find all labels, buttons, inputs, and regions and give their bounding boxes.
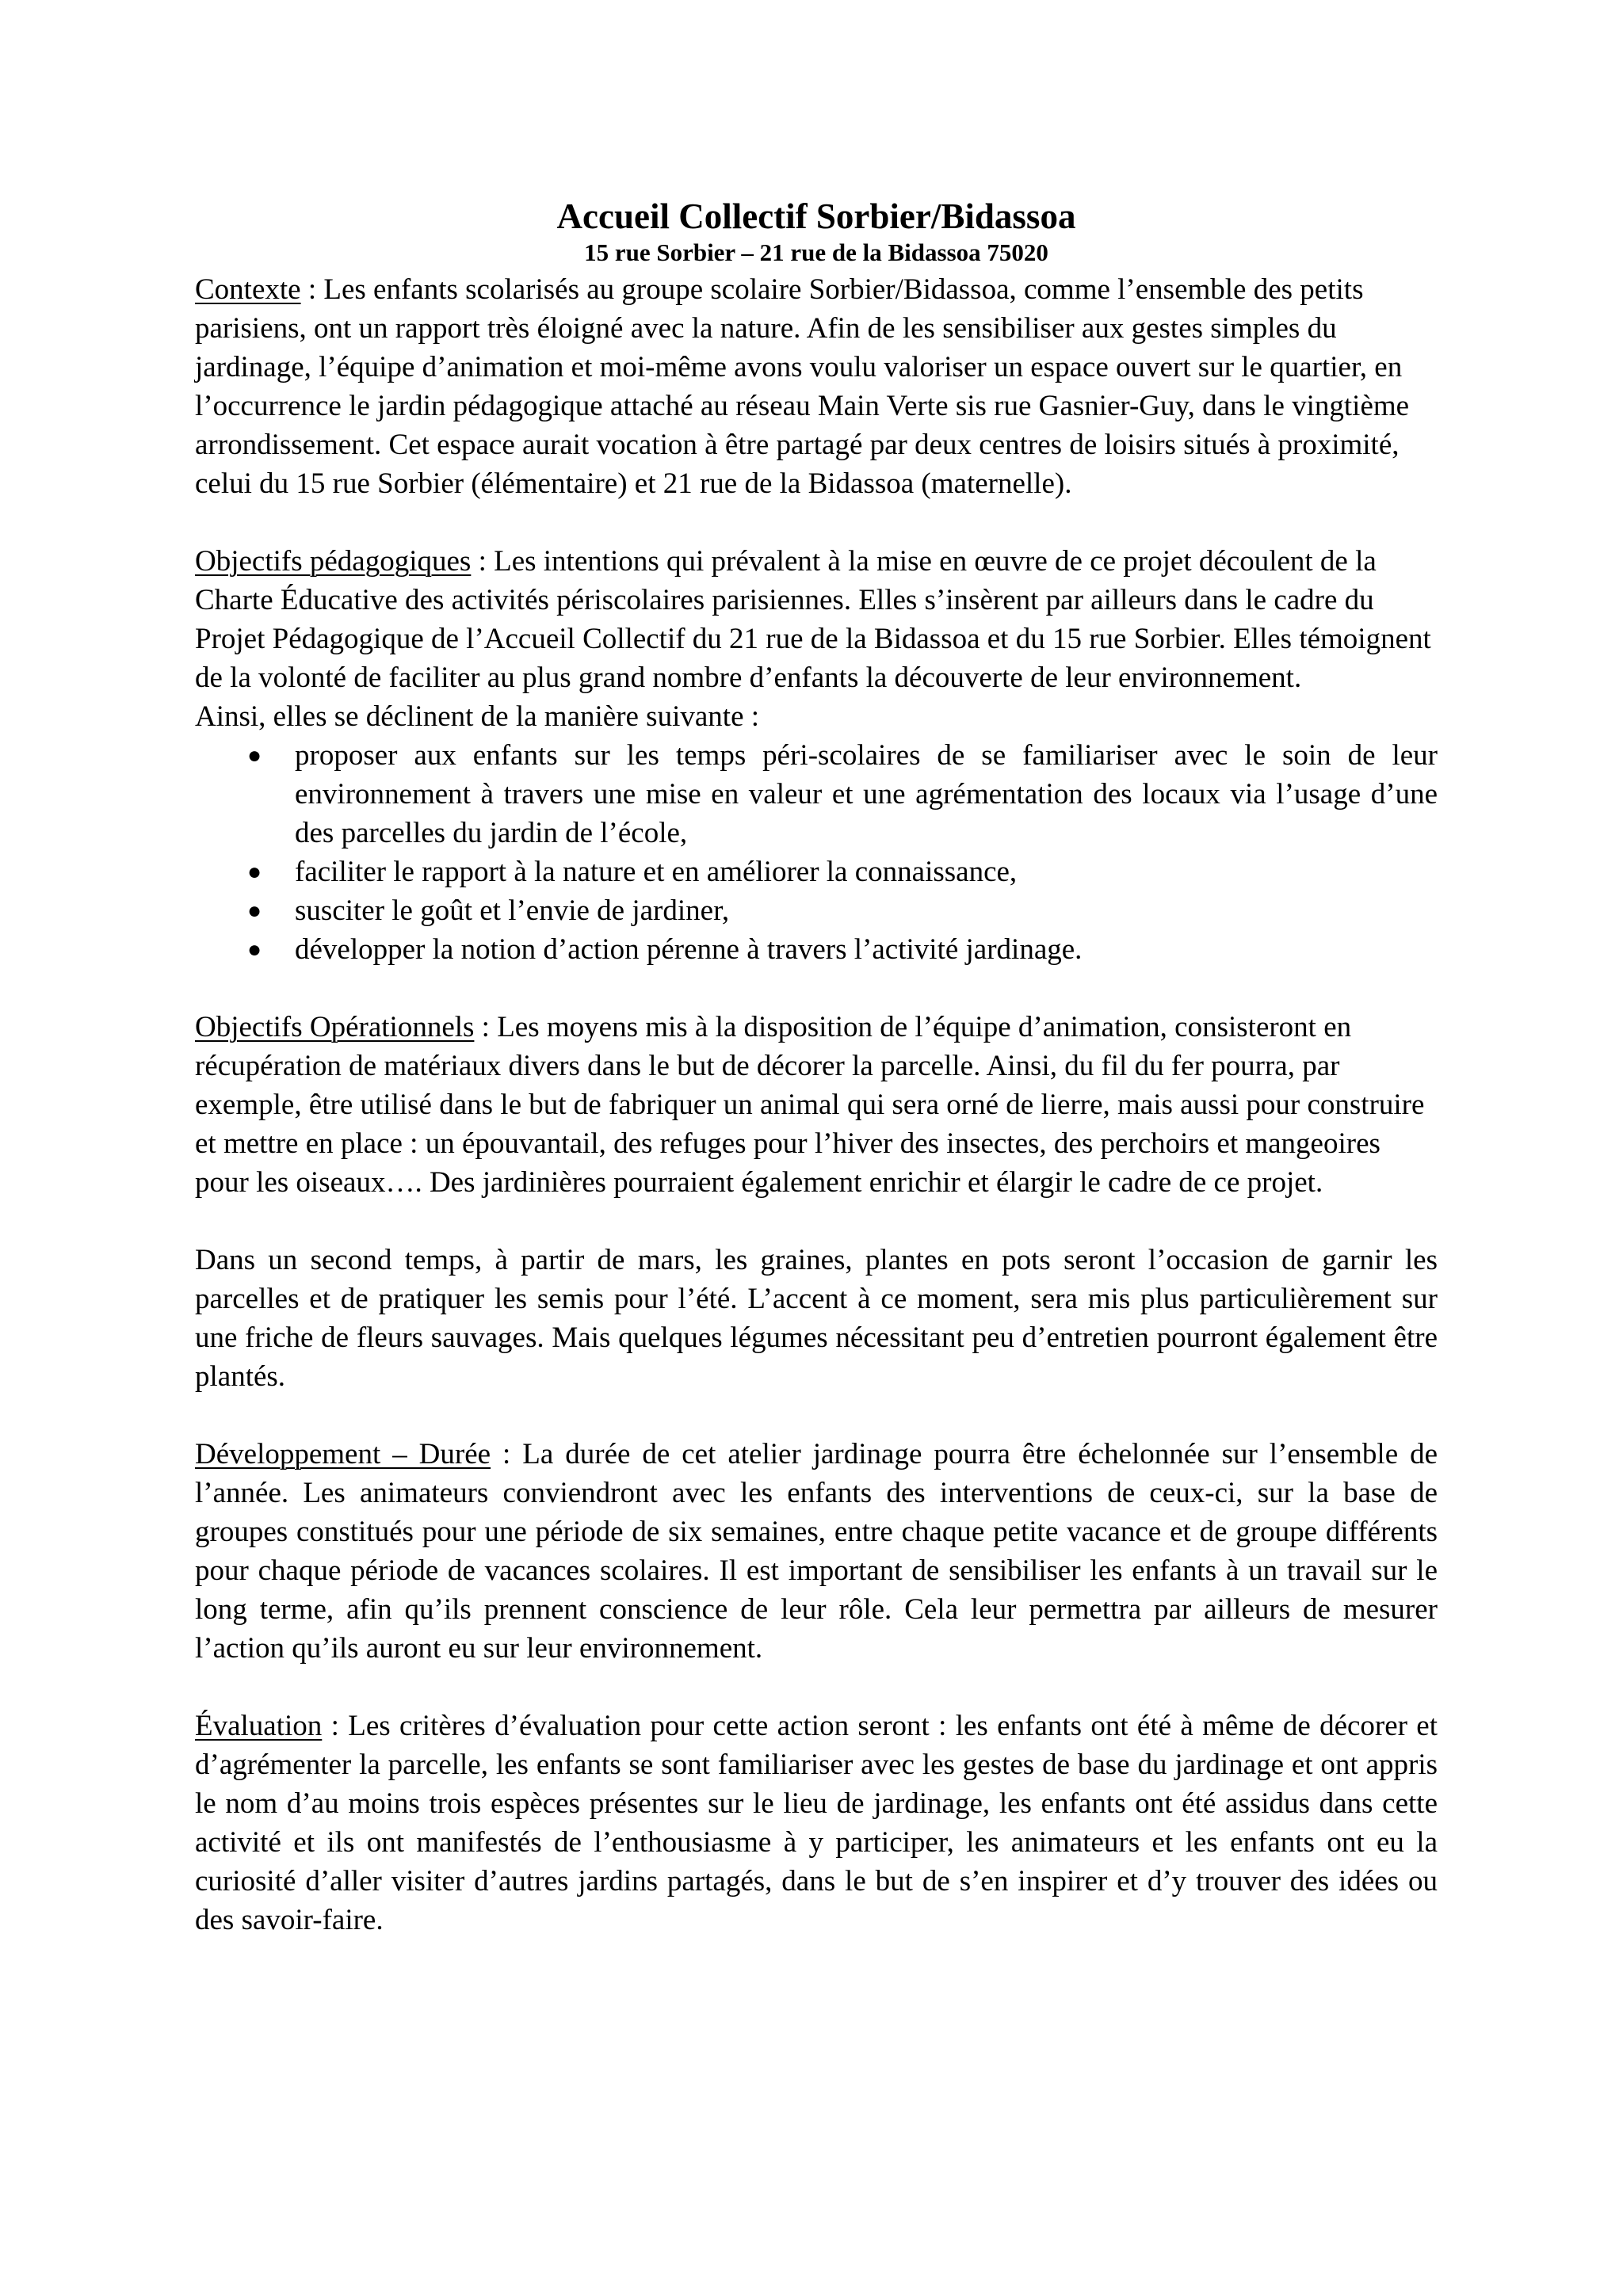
bullet-icon: ● <box>247 936 262 963</box>
evaluation-paragraph <box>195 1707 1438 1939</box>
bullet-icon: ● <box>247 742 262 769</box>
developpement-label: Développement – Durée <box>195 1438 491 1470</box>
list-item-text: proposer aux enfants sur les temps péri-scolaires de se familiariser avec le soin de leur environnement à travers une mise en valeur et une agrémentation des locaux via l’usage d’une des parcelles du jardin de l’école, <box>295 739 1438 849</box>
spacer <box>195 969 1438 1008</box>
list-item-text: développer la notion d’action pérenne à travers l’activité jardinage. <box>295 933 1083 966</box>
document-subtitle: 15 rue Sorbier – 21 rue de la Bidassoa 75020 <box>584 238 1048 266</box>
objectifs-pedagogiques-text: : Les intentions qui prévalent à la mise en œuvre de ce projet découlent de la Charte Éducative des activités périscolaires parisiennes. Elles s’insèrent par ailleurs dans le cadre du Projet Pédagogique de l’Accueil Collectif du 21 rue de la Bidassoa et du 15 rue Sorbier. Elles témoignent de la volonté de faciliter au plus grand nombre d’enfants la découverte de leur environnement. <box>195 545 1431 694</box>
objectifs-list <box>195 736 1438 969</box>
evaluation-label: Évaluation <box>195 1710 323 1742</box>
list-item-text: faciliter le rapport à la nature et en améliorer la connaissance, <box>295 856 1018 888</box>
bullet-icon: ● <box>247 859 262 885</box>
objectifs-operationnels-label: Objectifs Opérationnels <box>195 1011 475 1043</box>
list-item <box>195 930 1438 969</box>
document-page <box>195 195 1438 1939</box>
list-item <box>195 852 1438 891</box>
second-temps-paragraph: Dans un second temps, à partir de mars, les graines, plantes en pots seront l’occasion de garnir les parcelles et de pratiquer les semis pour l’été. L’accent à ce moment, sera mis plus particulièrement sur une friche de fleurs sauvages. Mais quelques légumes nécessitant peu d’entretien pourront également être plantés. <box>195 1244 1438 1393</box>
spacer <box>195 503 1438 542</box>
spacer <box>195 1202 1438 1241</box>
contexte-text: : Les enfants scolarisés au groupe scolaire Sorbier/Bidassoa, comme l’ensemble des petits parisiens, ont un rapport très éloigné avec la nature. Afin de les sensibiliser aux gestes simples du jardinage, l’équipe d’animation et moi-même avons voulu valoriser un espace ouvert sur le quartier, en l’occurrence le jardin pédagogique attaché au réseau Main Verte sis rue Gasnier-Guy, dans le vingtième arrondissement. Cet espace aurait vocation à être partagé par deux centres de loisirs situés à proximité, celui du 15 rue Sorbier (élémentaire) et 21 rue de la Bidassoa (maternelle). <box>195 273 1410 500</box>
spacer <box>195 1396 1438 1435</box>
bullet-icon: ● <box>247 898 262 924</box>
objectifs-pedagogiques-label: Objectifs pédagogiques <box>195 545 472 578</box>
objectifs-operationnels-text: : Les moyens mis à la disposition de l’équipe d’animation, consisteront en récupération de matériaux divers dans le but de décorer la parcelle. Ainsi, du fil du fer pourra, par exemple, être utilisé dans le but de fabriquer un animal qui sera orné de lierre, mais aussi pour construire et mettre en place : un épouvantail, des refuges pour l’hiver des insectes, des perchoirs et mangeoires pour les oiseaux…. Des jardinières pourraient également enrichir et élargir le cadre de ce projet. <box>195 1011 1425 1199</box>
list-item-text: susciter le goût et l’envie de jardiner, <box>295 894 730 927</box>
spacer <box>195 1668 1438 1707</box>
developpement-text: : La durée de cet atelier jardinage pourra être échelonnée sur l’ensemble de l’année. Les animateurs conviendront avec les enfants des interventions de ceux-ci, sur la base de groupes constitués pour une période de six semaines, entre chaque petite vacance et de groupe différents pour chaque période de vacances scolaires. Il est important de sensibiliser les enfants à un travail sur le long terme, afin qu’ils prennent conscience de leur rôle. Cela leur permettra par ailleurs de mesurer l’action qu’ils auront eu sur leur environnement. <box>195 1438 1438 1665</box>
list-item <box>195 736 1438 852</box>
objectifs-pedagogiques-intro: Ainsi, elles se déclinent de la manière suivante : <box>195 700 760 733</box>
developpement-paragraph <box>195 1435 1438 1668</box>
contexte-label: Contexte <box>195 273 301 306</box>
contexte-paragraph <box>195 270 1438 503</box>
list-item <box>195 891 1438 930</box>
objectifs-operationnels-paragraph <box>195 1008 1438 1202</box>
evaluation-text: : Les critères d’évaluation pour cette action seront : les enfants ont été à même de décorer et d’agrémenter la parcelle, les enfants se sont familiariser avec les gestes de base du jardinage et ont appris le nom d’au moins trois espèces présentes sur le lieu de jardinage, les enfants ont été assidus dans cette activité et ils ont manifestés de l’enthousiasme à y participer, les animateurs et les enfants ont eu la curiosité d’aller visiter d’autres jardins partagés, dans le but de s’en inspirer et d’y trouver des idées ou des savoir-faire. <box>195 1710 1438 1936</box>
document-title: Accueil Collectif Sorbier/Bidassoa <box>556 196 1076 236</box>
objectifs-pedagogiques-paragraph <box>195 542 1438 697</box>
